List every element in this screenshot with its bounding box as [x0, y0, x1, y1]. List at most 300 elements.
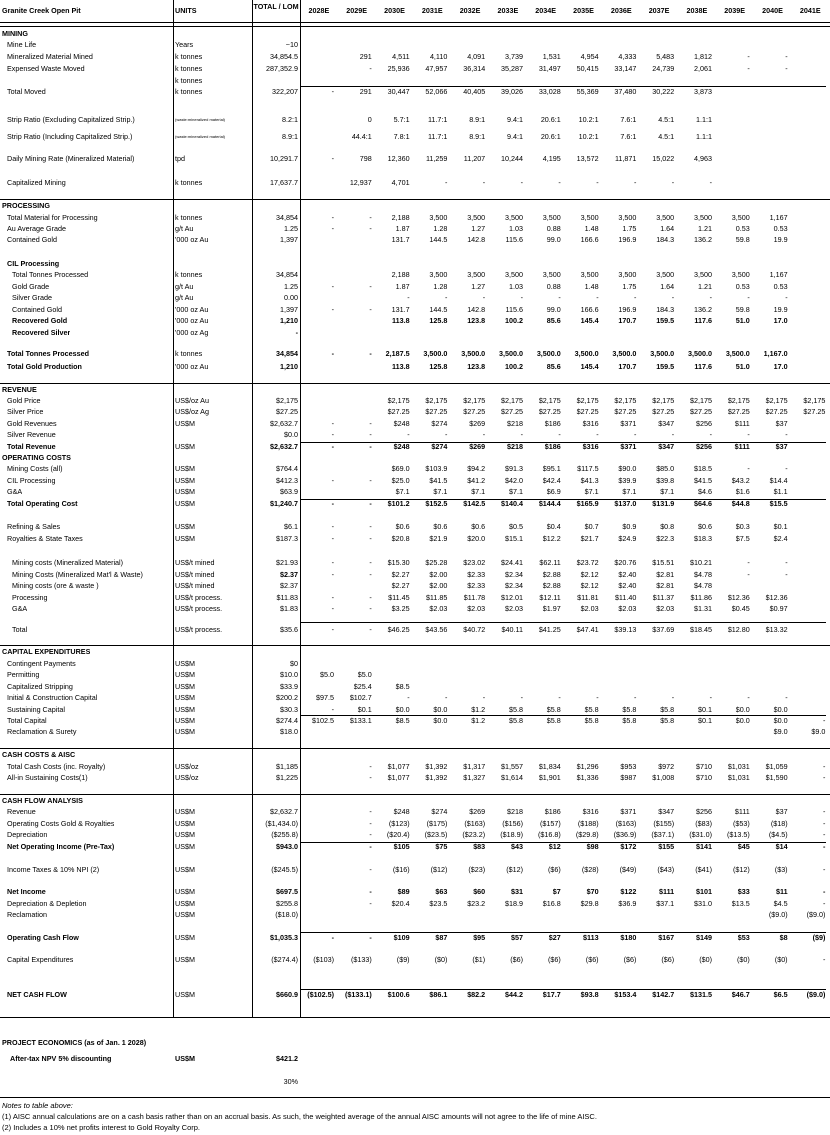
table-row	[0, 604, 830, 613]
row-cell: -	[331, 154, 334, 163]
row-cell: $1,901	[538, 773, 561, 782]
row-cell: 1.48	[584, 224, 599, 233]
row-cell: 159.5	[656, 316, 675, 325]
row-cell: 184.3	[656, 235, 675, 244]
row-cell: $2.03	[467, 604, 486, 613]
row-cell: 1.27	[471, 282, 486, 291]
row-total: $1,240.7	[270, 499, 298, 508]
row-cell: $186	[544, 807, 561, 816]
row-cell: $248	[393, 419, 410, 428]
row-cell: -	[785, 52, 788, 61]
row-cell: 1,167.0	[763, 349, 788, 358]
row-total: $274.4	[276, 716, 298, 725]
row-cell: $167	[658, 933, 675, 942]
row-cell: -	[671, 178, 675, 187]
row-cell: 1.64	[660, 282, 675, 291]
row-unit: US$M	[175, 693, 195, 702]
row-cell: 30,222	[652, 87, 675, 96]
row-cell: 166.6	[580, 235, 599, 244]
row-cell: $41.5	[694, 476, 712, 485]
row-cell: 117.6	[694, 316, 712, 325]
table-row	[0, 328, 830, 337]
row-cell: $43.2	[731, 476, 750, 485]
row-cell: $0.7	[584, 522, 599, 531]
row-cell: $2.33	[467, 581, 486, 590]
row-cell: $41.25	[538, 625, 561, 634]
row-cell: $11.86	[690, 593, 712, 602]
row-cell: $1,614	[501, 773, 523, 782]
table-row	[0, 154, 830, 163]
row-label: Total Cash Costs (inc. Royalty)	[7, 762, 106, 771]
row-cell: 55,369	[576, 87, 599, 96]
row-cell: 37,480	[614, 87, 637, 96]
row-cell: $39.8	[656, 476, 675, 485]
row-cell: $18.5	[694, 464, 712, 473]
row-label: MINING	[2, 29, 28, 38]
row-cell: 1,812	[694, 52, 712, 61]
row-unit: US$M	[175, 464, 195, 473]
row-cell: $11.45	[388, 593, 410, 602]
row-cell: $2.34	[505, 581, 523, 590]
row-cell: $710	[696, 762, 712, 771]
row-cell: ($43)	[657, 865, 675, 874]
row-cell: $371	[620, 419, 637, 428]
row-cell: $102.5	[312, 716, 334, 725]
row-unit: US$M	[175, 819, 195, 828]
row-cell: $44.2	[505, 990, 523, 999]
row-cell: $12.36	[765, 593, 788, 602]
row-cell: $0.6	[698, 522, 712, 531]
row-cell: -	[369, 282, 372, 291]
row-unit: US$M	[175, 807, 195, 816]
row-cell: -	[482, 178, 486, 187]
row-cell: 33,028	[538, 87, 561, 96]
row-cell: $33	[737, 887, 750, 896]
table-row	[0, 29, 830, 38]
row-cell: ($6)	[661, 955, 675, 964]
table-row	[0, 807, 830, 816]
note-1: (1) AISC annual calculations are on a cash basis rather than on an accrual basis. As such, the weighted average of the annual AISC amounts will not agree to the life of mine AISC.	[2, 1112, 597, 1121]
row-cell: $2.03	[656, 604, 675, 613]
row-total: $1.83	[280, 604, 298, 613]
row-cell: 3,500	[467, 213, 486, 222]
table-row	[0, 407, 830, 416]
row-cell: $371	[620, 807, 637, 816]
row-cell: $23.02	[463, 558, 486, 567]
row-cell: -	[747, 693, 750, 702]
row-unit: US$/t process.	[175, 604, 223, 613]
table-row	[0, 558, 830, 567]
section-divider	[0, 383, 830, 384]
row-cell: 1,167	[769, 213, 788, 222]
table-row	[0, 819, 830, 828]
row-cell: -	[671, 693, 675, 702]
row-cell: $2,175	[652, 396, 675, 405]
row-cell: $5.8	[660, 705, 675, 714]
row-cell: 3,500	[429, 213, 448, 222]
row-cell: -	[785, 558, 788, 567]
row-cell: 7.6:1	[620, 132, 637, 141]
row-unit: '000 oz Ag	[175, 328, 209, 337]
row-cell: $41.2	[467, 476, 486, 485]
row-cell: -	[558, 693, 561, 702]
row-cell: $5.8	[622, 716, 637, 725]
row-cell: 1.27	[471, 224, 486, 233]
row-cell: 0.53	[735, 282, 750, 291]
row-cell: $53	[737, 933, 750, 942]
row-cell: $113	[583, 933, 599, 942]
row-cell: 4,954	[580, 52, 599, 61]
row-cell: $60	[473, 887, 486, 896]
row-unit: US$M	[175, 933, 195, 942]
row-cell: $27	[548, 933, 561, 942]
row-total: ($1,434.0)	[265, 819, 298, 828]
row-cell: -	[633, 178, 637, 187]
row-cell: -	[369, 558, 372, 567]
row-cell: 3,500.0	[423, 349, 448, 358]
row-cell: -	[369, 224, 372, 233]
row-cell: $41.5	[429, 476, 448, 485]
row-cell: ($18)	[770, 819, 788, 828]
row-cell: 4,511	[392, 52, 410, 61]
row-cell: 5.7:1	[393, 115, 410, 124]
row-cell: $2.33	[467, 570, 486, 579]
row-cell: 136.2	[694, 305, 712, 314]
row-cell: 51.0	[735, 362, 750, 371]
table-row	[0, 305, 830, 314]
row-cell: $111	[658, 887, 675, 896]
units-header: UNITS	[175, 6, 197, 15]
row-cell: -	[331, 442, 334, 451]
row-cell: -	[331, 419, 334, 428]
table-row	[0, 842, 830, 851]
row-cell: -	[633, 293, 637, 302]
row-cell: 1,531	[542, 52, 561, 61]
row-cell: 1.1:1	[696, 132, 712, 141]
row-label: G&A	[7, 487, 23, 496]
row-cell: 1.87	[395, 282, 410, 291]
row-label: Silver Revenue	[7, 430, 56, 439]
row-cell: $149	[696, 933, 712, 942]
row-cell: 3,873	[694, 87, 712, 96]
row-cell: $12.11	[539, 593, 561, 602]
row-cell: ($102.5)	[307, 990, 334, 999]
row-cell: -	[369, 593, 372, 602]
table-row	[0, 453, 830, 462]
row-cell: $2,175	[727, 396, 750, 405]
row-cell: $1.31	[694, 604, 712, 613]
row-cell: $10.21	[690, 558, 712, 567]
row-cell: ($0)	[737, 955, 750, 964]
row-cell: $269	[469, 807, 486, 816]
row-cell: $43.56	[425, 625, 448, 634]
row-cell: -	[331, 213, 334, 222]
row-cell: 144.5	[429, 235, 448, 244]
row-cell: -	[369, 522, 372, 531]
row-cell: 115.6	[505, 235, 523, 244]
row-cell: $0.1	[698, 716, 712, 725]
row-cell: $0.0	[735, 716, 750, 725]
row-cell: ($156)	[502, 819, 523, 828]
row-cell: $2,175	[576, 396, 599, 405]
row-cell: 144.5	[429, 305, 448, 314]
row-label: Refining & Sales	[7, 522, 61, 531]
year-header: 2040E	[762, 6, 783, 15]
section-divider	[0, 748, 830, 749]
row-cell: $14	[775, 842, 788, 851]
row-cell: $248	[393, 807, 410, 816]
row-cell: 100.2	[505, 316, 523, 325]
row-cell: -	[822, 887, 826, 896]
row-cell: -	[785, 293, 788, 302]
row-unit: k tonnes	[175, 87, 203, 96]
row-cell: $0.0	[395, 705, 410, 714]
row-label: Total Moved	[7, 87, 46, 96]
row-cell: 3,500	[505, 213, 523, 222]
row-cell: $27.25	[538, 407, 561, 416]
row-cell: $1,590	[765, 773, 788, 782]
row-cell: $2,175	[803, 396, 826, 405]
row-cell: 1.28	[433, 224, 448, 233]
row-cell: 3,500.0	[499, 349, 523, 358]
row-cell: $0.4	[546, 522, 561, 531]
economics-title: PROJECT ECONOMICS (as of Jan. 1 2028)	[2, 1038, 147, 1047]
row-label: Contained Gold	[12, 305, 62, 314]
row-cell: 123.8	[467, 316, 486, 325]
row-cell: 12,360	[387, 154, 410, 163]
row-cell: 142.8	[467, 235, 486, 244]
row-unit: US$M	[175, 682, 195, 691]
row-total: 34,854	[276, 349, 298, 358]
row-cell: -	[331, 705, 334, 714]
table-row	[0, 955, 830, 964]
row-cell: 3,500.0	[536, 349, 561, 358]
row-label: Depreciation & Depletion	[7, 899, 87, 908]
row-cell: ($9.0)	[806, 910, 826, 919]
row-cell: $1.6	[735, 487, 750, 496]
row-cell: $12	[548, 842, 561, 851]
row-cell: 125.8	[429, 316, 448, 325]
row-cell: $21.9	[429, 534, 448, 543]
row-total: $2,175	[276, 396, 298, 405]
row-unit: k tonnes	[175, 213, 203, 222]
row-cell: ($28)	[581, 865, 599, 874]
row-cell: $27.25	[727, 407, 750, 416]
section-divider	[0, 26, 830, 27]
row-cell: 0.53	[773, 224, 788, 233]
row-cell: $256	[696, 442, 712, 451]
year-header: 2039E	[724, 6, 746, 15]
section-divider	[0, 1017, 830, 1018]
table-row	[0, 224, 830, 233]
row-cell: -	[709, 178, 712, 187]
row-cell: $0.6	[395, 522, 410, 531]
table-row	[0, 270, 830, 279]
row-cell: 1.48	[584, 282, 599, 291]
row-cell: -	[369, 887, 372, 896]
table-row	[0, 349, 830, 358]
row-cell: $95	[473, 933, 486, 942]
row-cell: -	[785, 464, 788, 473]
row-unit: US$/oz Ag	[175, 407, 209, 416]
npv-row	[0, 1054, 830, 1063]
row-cell: 170.7	[618, 362, 637, 371]
irr-value: 30%	[283, 1077, 298, 1086]
year-header: 2035E	[573, 6, 594, 15]
row-cell: -	[822, 830, 826, 839]
row-unit: tpd	[175, 154, 185, 163]
row-cell: -	[596, 693, 599, 702]
row-cell: $18.45	[690, 625, 712, 634]
row-cell: ($103)	[313, 955, 334, 964]
row-cell: 4.5:1	[658, 115, 675, 124]
sheet-title: Granite Creek Open Pit	[2, 6, 81, 15]
row-cell: $5.8	[509, 705, 523, 714]
row-cell: 39,026	[501, 87, 523, 96]
row-cell: $11.78	[463, 593, 486, 602]
row-cell: 59.8	[735, 305, 750, 314]
row-label: Mineralized Material Mined	[7, 52, 93, 61]
row-cell: ($41)	[695, 865, 712, 874]
row-cell: $2.27	[391, 581, 410, 590]
row-cell: -	[407, 293, 410, 302]
row-cell: 3,500	[731, 270, 750, 279]
row-total: $1,035.3	[270, 933, 298, 942]
row-label: Depreciation	[7, 830, 48, 839]
row-label: Net Income	[7, 887, 46, 896]
row-cell: $0.0	[773, 705, 788, 714]
row-cell: $1,834	[538, 762, 561, 771]
row-cell: $152.5	[425, 499, 448, 508]
row-cell: $0.6	[433, 522, 448, 531]
row-cell: 2,188	[391, 213, 410, 222]
row-cell: $2.03	[429, 604, 448, 613]
row-cell: ($188)	[577, 819, 599, 828]
row-cell: $2,175	[614, 396, 637, 405]
row-cell: -	[747, 464, 750, 473]
row-total: $35.6	[280, 625, 298, 634]
table-row	[0, 773, 830, 782]
row-cell: $85.0	[656, 464, 675, 473]
row-cell: 117.6	[694, 362, 712, 371]
row-cell: 4,091	[467, 52, 486, 61]
row-unit: US$M	[175, 990, 195, 999]
row-cell: 35,287	[501, 64, 523, 73]
row-cell: $83	[473, 842, 486, 851]
row-cell: $2,175	[501, 396, 523, 405]
row-cell: $7.1	[395, 487, 410, 496]
row-unit: US$M	[175, 705, 195, 714]
row-unit: '000 oz Au	[175, 235, 209, 244]
row-cell: $269	[469, 442, 486, 451]
row-cell: ($6)	[548, 955, 561, 964]
row-cell: $141	[696, 842, 712, 851]
row-cell: ($49)	[619, 865, 637, 874]
row-cell: 3,500	[618, 213, 637, 222]
row-cell: $3.25	[391, 604, 410, 613]
row-cell: $7.1	[509, 487, 523, 496]
row-cell: $27.25	[501, 407, 523, 416]
table-row	[0, 282, 830, 291]
row-cell: $316	[582, 419, 599, 428]
subtotal-line	[300, 86, 826, 87]
table-row	[0, 362, 830, 371]
year-header: 2032E	[459, 6, 481, 15]
row-cell: $5.8	[584, 705, 599, 714]
row-label: Initial & Construction Capital	[7, 693, 98, 702]
row-cell: $12.80	[727, 625, 750, 634]
row-cell: $8.5	[395, 682, 410, 691]
row-label: Mining Costs (all)	[7, 464, 63, 473]
row-cell: $1,336	[576, 773, 599, 782]
row-total: $200.2	[276, 693, 298, 702]
row-cell: 0.53	[735, 224, 750, 233]
row-cell: 4,963	[694, 154, 712, 163]
row-total: $697.5	[276, 887, 298, 896]
row-unit: US$/oz	[175, 773, 199, 782]
row-total: 10,291.7	[270, 154, 298, 163]
row-cell: 25,936	[387, 64, 410, 73]
row-cell: 40,405	[463, 87, 486, 96]
row-cell: $2.03	[580, 604, 599, 613]
year-header: 2034E	[535, 6, 557, 15]
row-cell: $5.8	[622, 705, 637, 714]
row-cell: $142.5	[463, 499, 486, 508]
row-label: OPERATING COSTS	[2, 453, 71, 462]
subtotal-line	[300, 622, 826, 623]
row-cell: $27.25	[652, 407, 675, 416]
row-cell: $27.25	[614, 407, 637, 416]
row-cell: 10.2:1	[578, 115, 599, 124]
row-cell: $42.0	[505, 476, 523, 485]
row-cell: 3,500.0	[612, 349, 637, 358]
row-cell: 3,500	[505, 270, 523, 279]
row-label: Gold Grade	[12, 282, 50, 291]
table-row	[0, 887, 830, 896]
row-cell: 3,500	[542, 270, 561, 279]
row-cell: 1.1:1	[696, 115, 712, 124]
row-cell: ($53)	[733, 819, 750, 828]
row-cell: ($16.8)	[538, 830, 561, 839]
row-cell: 51.0	[735, 316, 750, 325]
row-total: $660.9	[276, 990, 298, 999]
row-cell: 30,447	[387, 87, 410, 96]
row-cell: $180	[620, 933, 637, 942]
row-cell: $46.25	[387, 625, 410, 634]
row-cell: $82.2	[467, 990, 486, 999]
row-label: Operating Cash Flow	[7, 933, 79, 942]
table-row	[0, 430, 830, 439]
row-unit: US$M	[175, 476, 195, 485]
row-label: CASH FLOW ANALYSIS	[2, 796, 83, 805]
row-cell: $27.25	[387, 407, 410, 416]
row-cell: 123.8	[467, 362, 486, 371]
table-row	[0, 293, 830, 302]
table-row	[0, 910, 830, 919]
row-label: Reclamation & Surety	[7, 727, 77, 736]
row-cell: ($12)	[506, 865, 523, 874]
row-cell: 3,500	[467, 270, 486, 279]
row-cell: 10,244	[501, 154, 523, 163]
row-cell: $347	[658, 419, 675, 428]
row-cell: -	[331, 604, 334, 613]
row-cell: $5.0	[357, 670, 372, 679]
row-cell: $103.9	[425, 464, 448, 473]
row-unit: US$M	[175, 534, 195, 543]
row-unit: US$M	[175, 499, 195, 508]
row-cell: $101.2	[387, 499, 410, 508]
row-total: 322,207	[272, 87, 298, 96]
